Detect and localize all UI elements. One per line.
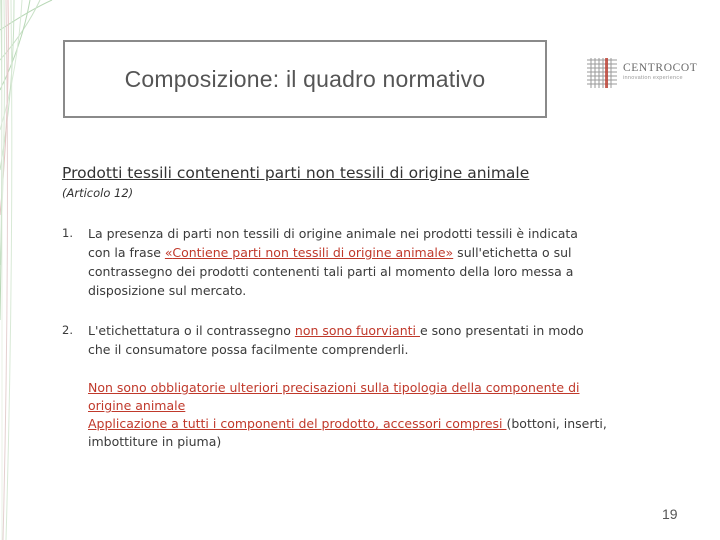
list-item-text <box>88 321 588 359</box>
note-line-2-rest: (bottoni, inserti, imbottiture in piuma) <box>88 416 607 449</box>
item-text-part: e sono presentati in modo che il consumatore possa facilmente comprenderli. <box>88 323 584 357</box>
item-text-part: L'etichettatura o il contrassegno <box>88 323 295 338</box>
notes-block <box>88 379 608 451</box>
note-line-1: Non sono obbligatorie ulteriori precisazioni sulla tipologia della componente di origine animale <box>88 380 580 413</box>
list-item-text <box>88 224 588 300</box>
note-line-2-highlight: Applicazione a tutti i componenti del prodotto, accessori compresi <box>88 416 507 431</box>
page-number: 19 <box>662 506 678 522</box>
centrocot-logo <box>585 56 698 90</box>
highlighted-phrase: non sono fuorvianti <box>294 323 420 338</box>
logo-name: CENTROCOT <box>623 62 698 74</box>
logo-mark-icon <box>585 56 619 90</box>
section-heading: Prodotti tessili contenenti parti non tessili di origine animale <box>62 164 530 182</box>
quote-open: « <box>164 245 173 260</box>
highlighted-phrase: Contiene parti non tessili di origine animale <box>172 245 446 260</box>
item-text-part: La presenza di parti non tessili di origine animale nei prodotti tessili è indicata con la frase <box>88 226 578 260</box>
corner-decoration <box>0 0 60 540</box>
list-item-number: 2. <box>62 323 73 337</box>
article-reference: (Articolo 12) <box>62 186 134 200</box>
quote-close: » <box>445 245 454 260</box>
item-text-part: sull'etichetta o sul contrassegno dei prodotti contenenti tali parti al momento della loro messa a disposizione sul mercato. <box>88 245 574 298</box>
title-box <box>63 40 547 118</box>
list-item-number: 1. <box>62 226 73 240</box>
note-line-2 <box>88 415 608 451</box>
logo-tagline: innovation experience <box>623 75 683 81</box>
slide-title: Composizione: il quadro normativo <box>124 65 486 92</box>
